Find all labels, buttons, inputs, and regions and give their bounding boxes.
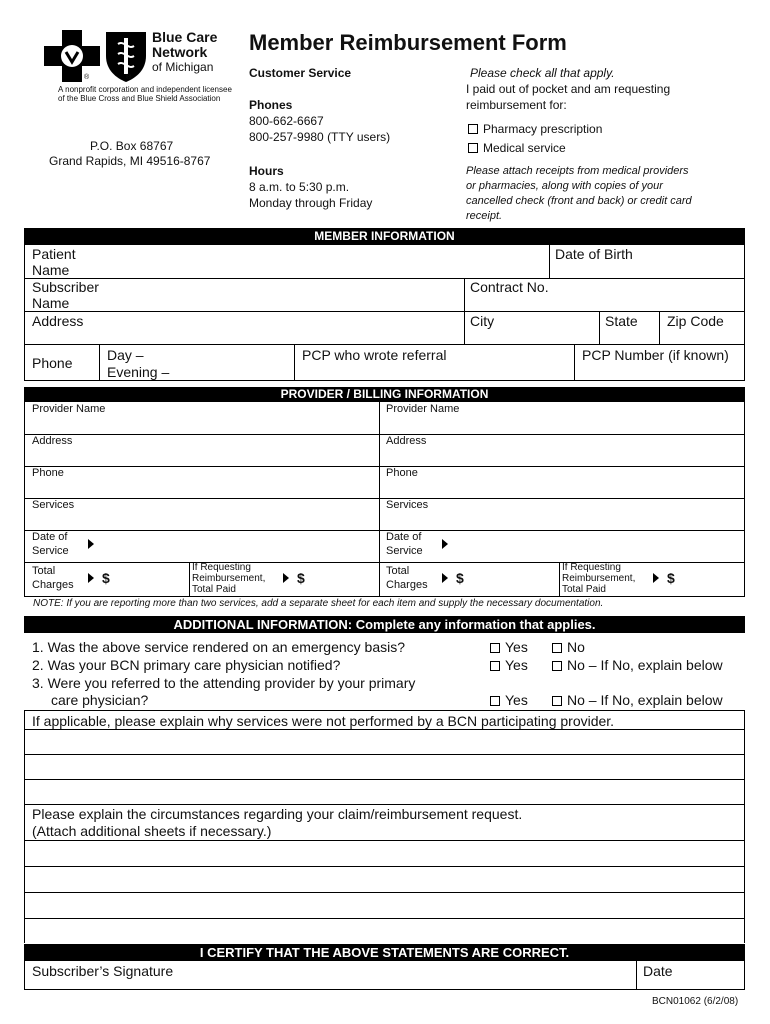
- date-of-service-label-2: Service: [386, 545, 423, 557]
- total-charges-label-2: Charges: [32, 579, 74, 591]
- address-label: Address: [32, 313, 84, 329]
- arrow-right-icon: [283, 573, 289, 583]
- q2-yes-option[interactable]: Yes: [490, 658, 528, 672]
- logo-line-1: Blue Care: [152, 29, 218, 45]
- dollar-sign: $: [102, 570, 110, 586]
- dollar-sign: $: [667, 570, 675, 586]
- member-info-header: MEMBER INFORMATION: [24, 228, 745, 245]
- if-requesting-label: If Requesting: [192, 562, 251, 573]
- date-of-service-label: Date of: [32, 531, 68, 543]
- provider-address-label: Address: [32, 435, 73, 447]
- arrow-right-icon: [88, 539, 94, 549]
- arrow-right-icon: [653, 573, 659, 583]
- if-requesting-label: If Requesting: [562, 562, 621, 573]
- arrow-right-icon: [88, 573, 94, 583]
- day-phone-label: Day –: [107, 347, 144, 363]
- circumstances-line[interactable]: [25, 919, 744, 942]
- total-charges-label-2: Charges: [386, 579, 428, 591]
- total-charges-label: Total: [32, 565, 56, 577]
- subscriber-name-field[interactable]: [100, 279, 463, 310]
- q2-no-option[interactable]: No – If No, explain below: [552, 658, 723, 672]
- medical-checkbox[interactable]: [468, 143, 478, 153]
- request-line-2: reimbursement for:: [466, 98, 567, 112]
- explain-prompt: If applicable, please explain why services were not performed by a BCN participating provider.: [32, 713, 615, 729]
- patient-name-label-2: Name: [32, 262, 70, 278]
- additional-info-header: ADDITIONAL INFORMATION: Complete any information that applies.: [24, 616, 745, 633]
- logo-tagline-2: of the Blue Cross and Blue Shield Association: [58, 94, 221, 103]
- question-3b: care physician?: [51, 692, 149, 708]
- state-label: State: [605, 313, 638, 329]
- circumstances-line[interactable]: [25, 867, 744, 891]
- request-line-1: I paid out of pocket and am requesting: [466, 82, 671, 96]
- registered-mark: ®: [84, 74, 90, 81]
- q3-no-option[interactable]: No – If No, explain below: [552, 693, 723, 707]
- arrow-right-icon: [442, 573, 448, 583]
- dollar-sign: $: [456, 570, 464, 586]
- receipt-note-1: Please attach receipts from medical providers: [466, 165, 689, 177]
- total-paid-label: Total Paid: [562, 584, 606, 595]
- q3-yes-option[interactable]: Yes: [490, 693, 528, 707]
- q2-no-checkbox[interactable]: [552, 661, 562, 671]
- phone-number-1: 800-662-6667: [249, 114, 324, 128]
- hours-label: Hours: [249, 164, 284, 178]
- city-label: City: [470, 313, 495, 329]
- provider-address-label: Address: [386, 435, 427, 447]
- phones-label: Phones: [249, 98, 293, 112]
- phone-label: Phone: [32, 355, 73, 371]
- date-field[interactable]: [680, 962, 743, 988]
- circumstances-line[interactable]: [25, 893, 744, 917]
- evening-phone-label: Evening –: [107, 364, 170, 380]
- q1-no-checkbox[interactable]: [552, 643, 562, 653]
- circumstances-line[interactable]: [25, 841, 744, 865]
- provider-services-label: Services: [32, 499, 75, 511]
- logo-tagline-1: A nonprofit corporation and independent licensee: [58, 85, 232, 94]
- circumstances-prompt: Please explain the circumstances regarding your claim/reimbursement request.: [32, 806, 523, 822]
- dollar-sign: $: [297, 570, 305, 586]
- patient-name-label: Patient: [32, 246, 76, 262]
- total-paid-label: Total Paid: [192, 584, 236, 595]
- explain-line[interactable]: [25, 730, 744, 753]
- date-label: Date: [643, 963, 673, 979]
- question-2: 2. Was your BCN primary care physician notified?: [32, 657, 341, 673]
- circumstances-note: (Attach additional sheets if necessary.): [32, 823, 272, 839]
- pcp-referral-label: PCP who wrote referral: [302, 347, 447, 363]
- provider-name-label: Provider Name: [32, 403, 106, 415]
- pharmacy-option[interactable]: Pharmacy prescription: [468, 123, 602, 135]
- provider-name-label: Provider Name: [386, 403, 460, 415]
- subscriber-name-label: Subscriber: [32, 279, 99, 295]
- provider-billing-header: PROVIDER / BILLING INFORMATION: [24, 387, 745, 402]
- hours-days: Monday through Friday: [249, 196, 373, 210]
- address-line-2: Grand Rapids, MI 49516-8767: [49, 154, 211, 168]
- reimbursement-label: Reimbursement,: [562, 573, 636, 584]
- pcp-number-label: PCP Number (if known): [582, 347, 729, 363]
- q3-no-checkbox[interactable]: [552, 696, 562, 706]
- certify-header: I CERTIFY THAT THE ABOVE STATEMENTS ARE CORRECT.: [24, 944, 745, 961]
- reporting-note: NOTE: If you are reporting more than two services, add a separate sheet for each item and supply the necessary documentation.: [33, 598, 604, 609]
- explain-line[interactable]: [25, 780, 744, 803]
- address-line-1: P.O. Box 68767: [90, 139, 174, 153]
- receipt-note-3: cancelled check (front and back) or credit card: [466, 195, 692, 207]
- patient-name-field[interactable]: [100, 246, 548, 277]
- address-field[interactable]: [100, 312, 463, 343]
- medical-option[interactable]: Medical service: [468, 142, 566, 154]
- q1-yes-checkbox[interactable]: [490, 643, 500, 653]
- provider-phone-label: Phone: [32, 467, 64, 479]
- hours-time: 8 a.m. to 5:30 p.m.: [249, 180, 350, 194]
- zip-code-label: Zip Code: [667, 313, 724, 329]
- arrow-right-icon: [442, 539, 448, 549]
- q2-yes-checkbox[interactable]: [490, 661, 500, 671]
- customer-service-label: Customer Service: [249, 66, 352, 80]
- explain-line[interactable]: [25, 755, 744, 778]
- logo-line-2: Network: [152, 44, 208, 60]
- logo-line-3: of Michigan: [152, 60, 214, 74]
- q1-no-option[interactable]: No: [552, 640, 585, 654]
- blue-cross-icon: [44, 30, 100, 82]
- check-instruction: Please check all that apply.: [470, 66, 615, 80]
- pharmacy-checkbox[interactable]: [468, 124, 478, 134]
- question-3a: 3. Were you referred to the attending provider by your primary: [32, 675, 416, 691]
- form-id: BCN01062 (6/2/08): [652, 996, 739, 1007]
- phone-number-2: 800-257-9980 (TTY users): [249, 130, 391, 144]
- q3-yes-checkbox[interactable]: [490, 696, 500, 706]
- subscriber-signature-label: Subscriber’s Signature: [32, 963, 174, 979]
- date-of-birth-label: Date of Birth: [555, 246, 633, 262]
- registered-mark: ®: [126, 74, 132, 81]
- provider-phone-label: Phone: [386, 467, 418, 479]
- contract-number-label: Contract No.: [470, 279, 549, 295]
- total-charges-label: Total: [386, 565, 410, 577]
- receipt-note-4: receipt.: [466, 210, 503, 222]
- date-of-service-label-2: Service: [32, 545, 69, 557]
- q1-yes-option[interactable]: Yes: [490, 640, 528, 654]
- date-of-service-label: Date of: [386, 531, 422, 543]
- question-1: 1. Was the above service rendered on an emergency basis?: [32, 639, 406, 655]
- reimbursement-label: Reimbursement,: [192, 573, 266, 584]
- provider-services-label: Services: [386, 499, 429, 511]
- subscriber-name-label-2: Name: [32, 295, 70, 311]
- receipt-note-2: or pharmacies, along with copies of your: [466, 180, 663, 192]
- page-title: Member Reimbursement Form: [249, 30, 567, 55]
- signature-field[interactable]: [190, 962, 630, 988]
